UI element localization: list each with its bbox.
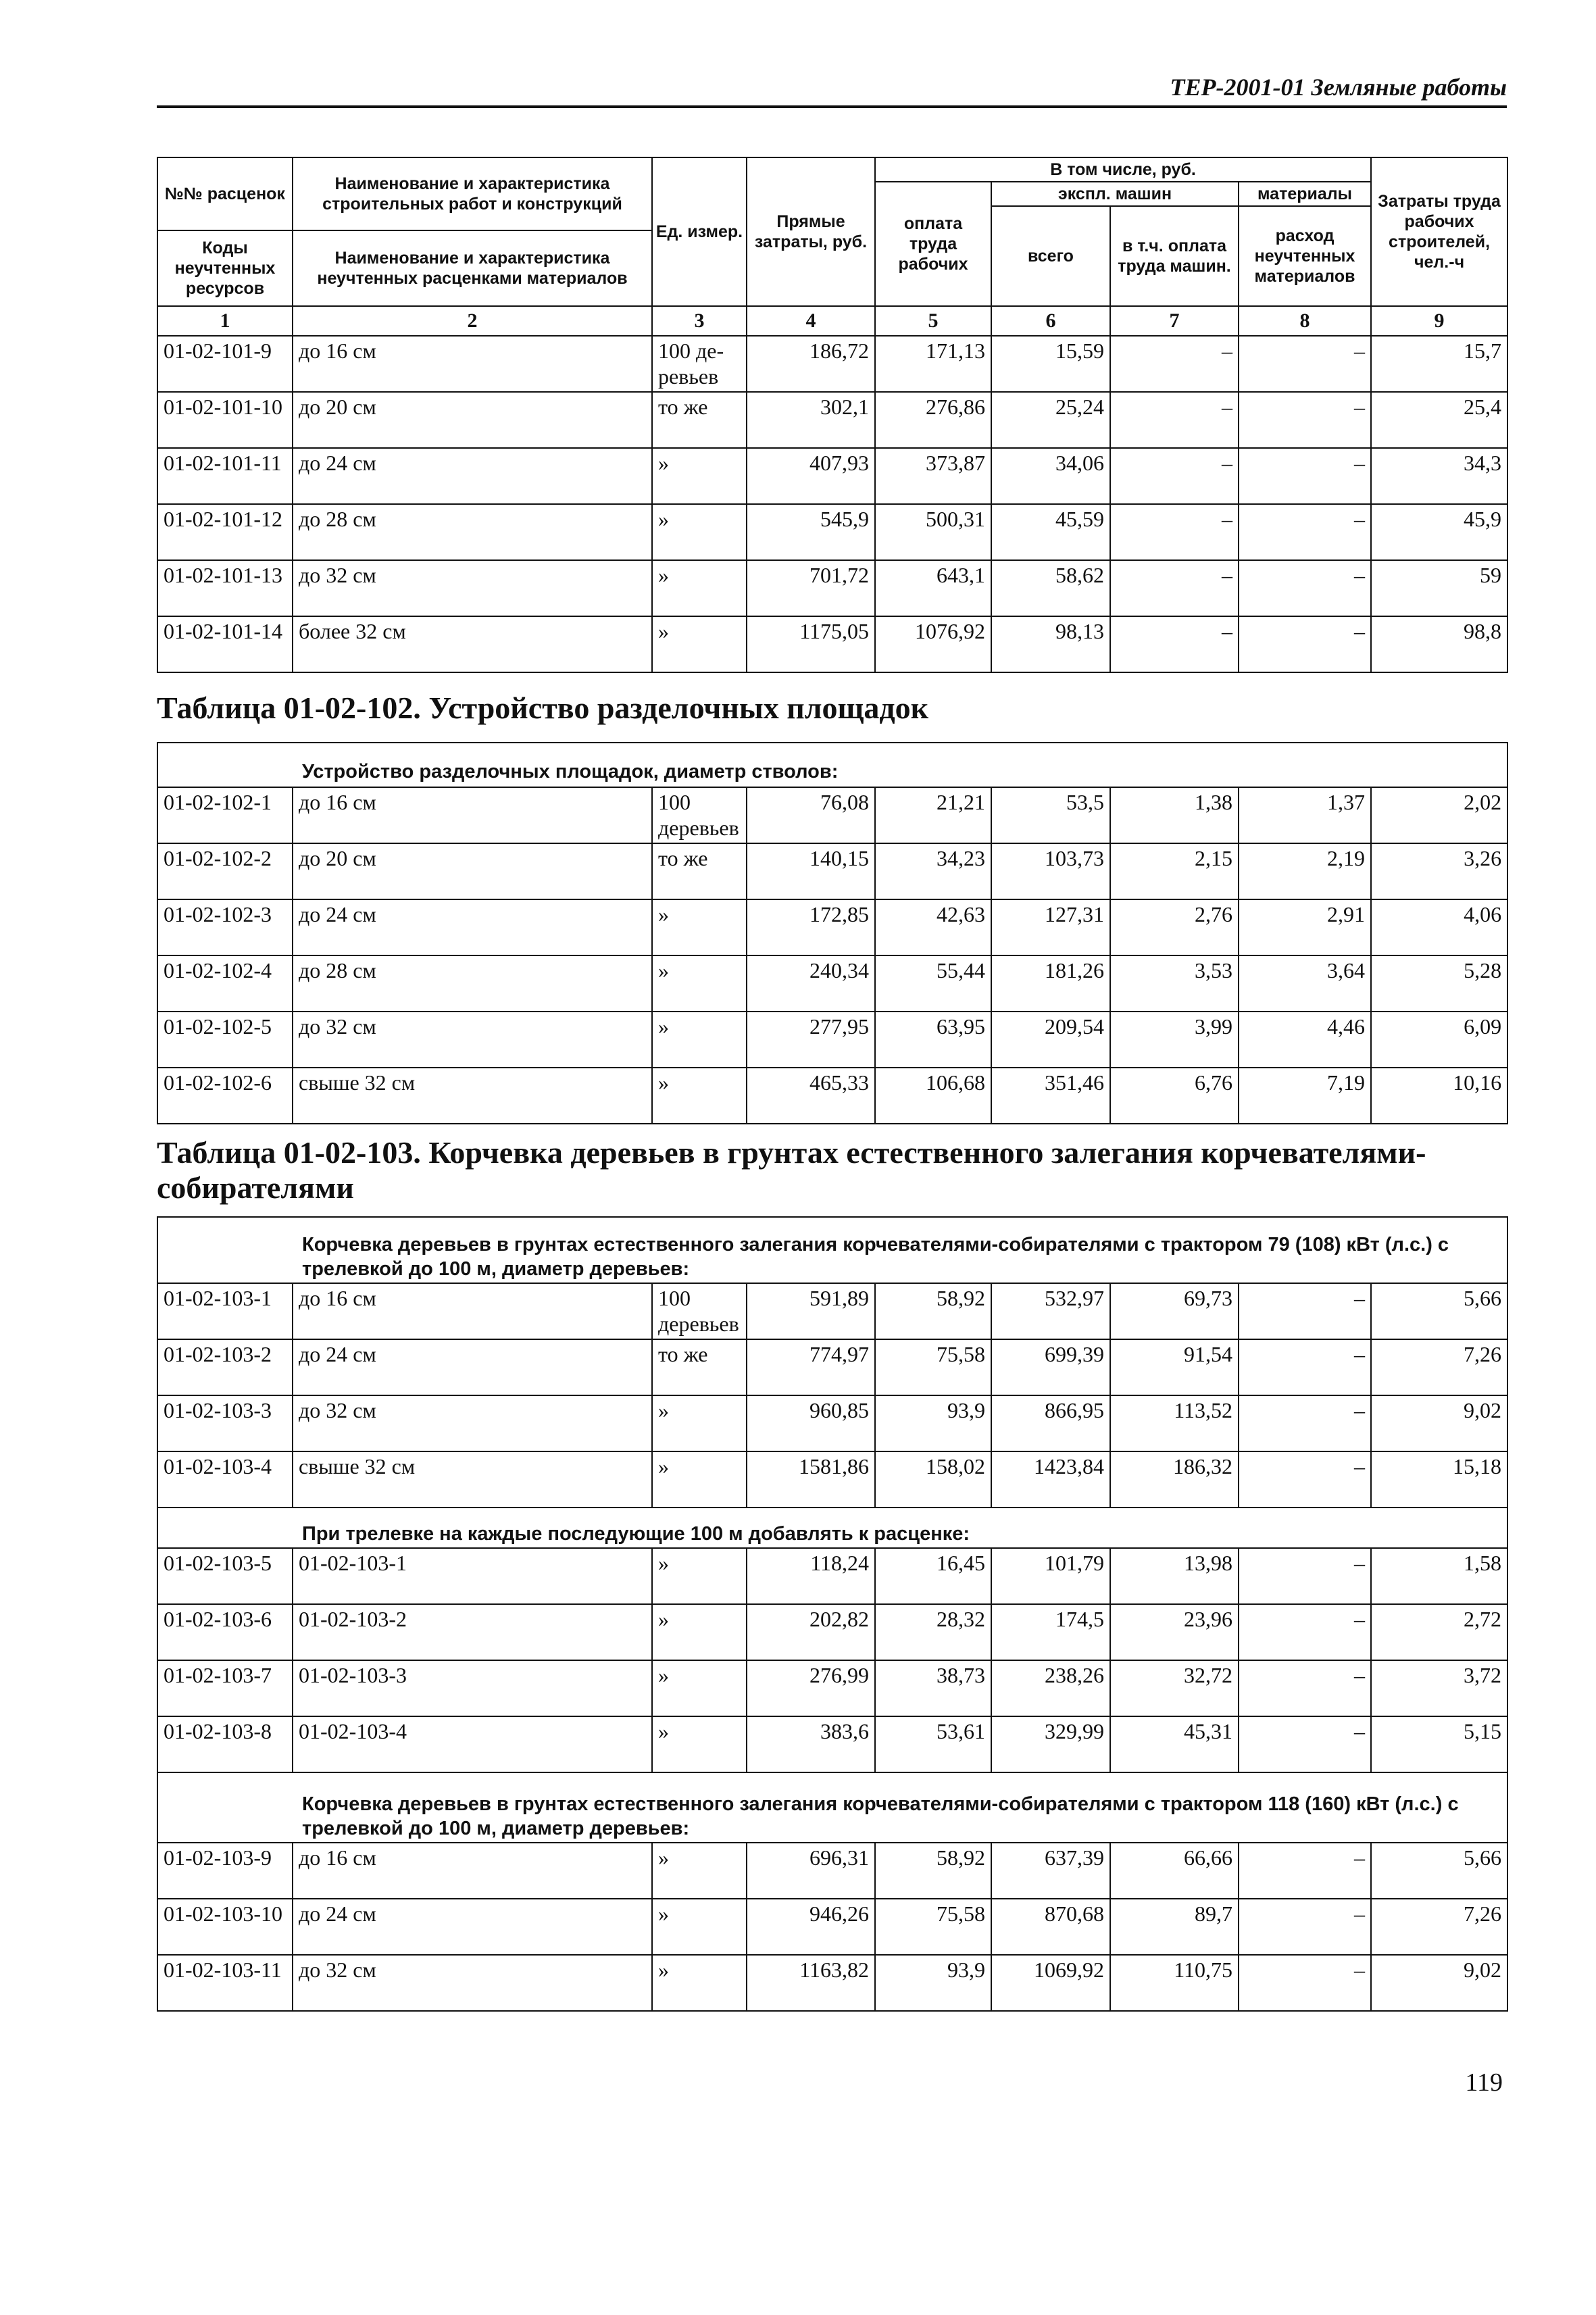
labor-hours: 3,26	[1371, 843, 1507, 899]
machine-labor-cost: 110,75	[1110, 1955, 1239, 2011]
direct-cost: 465,33	[747, 1068, 875, 1124]
labor-hours: 7,26	[1371, 1339, 1507, 1395]
work-name: до 24 см	[293, 448, 652, 504]
table-row	[157, 1068, 1507, 1124]
machine-cost: 101,79	[991, 1548, 1110, 1604]
machine-labor-cost: –	[1110, 336, 1239, 392]
labor-hours: 25,4	[1371, 392, 1507, 448]
machine-labor-cost: 45,31	[1110, 1716, 1239, 1772]
machine-cost: 329,99	[991, 1716, 1110, 1772]
machine-cost: 866,95	[991, 1395, 1110, 1451]
materials-cost: –	[1239, 1339, 1371, 1395]
labor-hours: 3,72	[1371, 1660, 1507, 1716]
header-resource-codes: Коды неучтенных ресурсов	[157, 230, 293, 306]
machine-cost: 209,54	[991, 1012, 1110, 1068]
work-name: до 20 см	[293, 843, 652, 899]
labor-cost: 643,1	[875, 560, 991, 616]
table-row	[157, 1955, 1507, 2011]
table-row	[157, 616, 1507, 672]
materials-cost: 1,37	[1239, 787, 1371, 843]
column-number: 5	[875, 306, 991, 336]
rate-code: 01-02-102-2	[157, 843, 293, 899]
materials-cost: –	[1239, 616, 1371, 672]
labor-hours: 98,8	[1371, 616, 1507, 672]
table-row	[157, 1339, 1507, 1395]
unit: »	[652, 1451, 747, 1508]
labor-hours: 2,02	[1371, 787, 1507, 843]
unit: 100 де-ревьев	[652, 336, 747, 392]
header-name: Наименование и характеристика строительных работ и конструкций	[293, 157, 652, 230]
machine-labor-cost: 23,96	[1110, 1604, 1239, 1660]
table-row	[157, 1843, 1507, 1899]
rate-code: 01-02-102-5	[157, 1012, 293, 1068]
machine-cost: 174,5	[991, 1604, 1110, 1660]
rate-code: 01-02-103-4	[157, 1451, 293, 1508]
direct-cost: 118,24	[747, 1548, 875, 1604]
machine-cost: 1069,92	[991, 1955, 1110, 2011]
labor-hours: 5,66	[1371, 1283, 1507, 1339]
direct-cost: 383,6	[747, 1716, 875, 1772]
materials-cost: –	[1239, 504, 1371, 560]
header-mach-labor: в т.ч. оплата труда машин.	[1110, 206, 1239, 306]
direct-cost: 1581,86	[747, 1451, 875, 1508]
column-number: 7	[1110, 306, 1239, 336]
unit: »	[652, 1068, 747, 1124]
materials-cost: –	[1239, 1451, 1371, 1508]
direct-cost: 545,9	[747, 504, 875, 560]
machine-labor-cost: 1,38	[1110, 787, 1239, 843]
work-name: до 16 см	[293, 787, 652, 843]
header-direct: Прямые затраты, руб.	[747, 157, 875, 306]
work-name: до 24 см	[293, 1339, 652, 1395]
materials-cost: –	[1239, 1395, 1371, 1451]
materials-cost: 4,46	[1239, 1012, 1371, 1068]
machine-labor-cost: 91,54	[1110, 1339, 1239, 1395]
labor-hours: 6,09	[1371, 1012, 1507, 1068]
rate-code: 01-02-102-6	[157, 1068, 293, 1124]
machine-cost: 238,26	[991, 1660, 1110, 1716]
labor-hours: 34,3	[1371, 448, 1507, 504]
header-including: В том числе, руб.	[875, 157, 1371, 182]
section-label: При трелевке на каждые последующие 100 м добавлять к расценке:	[293, 1508, 1507, 1548]
column-number: 2	[293, 306, 652, 336]
table-row	[157, 843, 1507, 899]
rate-code: 01-02-101-12	[157, 504, 293, 560]
labor-hours: 5,66	[1371, 1843, 1507, 1899]
labor-cost: 106,68	[875, 1068, 991, 1124]
unit: »	[652, 504, 747, 560]
direct-cost: 277,95	[747, 1012, 875, 1068]
work-name: более 32 см	[293, 616, 652, 672]
direct-cost: 591,89	[747, 1283, 875, 1339]
rate-code: 01-02-102-3	[157, 899, 293, 955]
materials-cost: –	[1239, 1604, 1371, 1660]
rate-code: 01-02-103-1	[157, 1283, 293, 1339]
work-name: до 32 см	[293, 1395, 652, 1451]
table-01-02-103	[157, 1216, 1508, 2012]
unit: »	[652, 1660, 747, 1716]
unit: »	[652, 1899, 747, 1955]
machine-labor-cost: –	[1110, 504, 1239, 560]
table-01-02-101	[157, 157, 1508, 673]
machine-cost: 15,59	[991, 336, 1110, 392]
direct-cost: 1163,82	[747, 1955, 875, 2011]
work-name: до 16 см	[293, 336, 652, 392]
table-row	[157, 1451, 1507, 1508]
labor-cost: 16,45	[875, 1548, 991, 1604]
unit: »	[652, 899, 747, 955]
labor-cost: 21,21	[875, 787, 991, 843]
machine-cost: 351,46	[991, 1068, 1110, 1124]
rate-code: 01-02-103-3	[157, 1395, 293, 1451]
materials-cost: –	[1239, 560, 1371, 616]
work-name: до 32 см	[293, 560, 652, 616]
labor-hours: 2,72	[1371, 1604, 1507, 1660]
labor-cost: 276,86	[875, 392, 991, 448]
header-mach-total: всего	[991, 206, 1110, 306]
rate-code: 01-02-103-7	[157, 1660, 293, 1716]
materials-cost: –	[1239, 1955, 1371, 2011]
table-row	[157, 1012, 1507, 1068]
labor-cost: 171,13	[875, 336, 991, 392]
machine-cost: 34,06	[991, 448, 1110, 504]
direct-cost: 946,26	[747, 1899, 875, 1955]
unit: 100 деревьев	[652, 1283, 747, 1339]
labor-cost: 93,9	[875, 1955, 991, 2011]
column-number: 1	[157, 306, 293, 336]
machine-labor-cost: 186,32	[1110, 1451, 1239, 1508]
rate-code: 01-02-102-4	[157, 955, 293, 1012]
table-row	[157, 336, 1507, 392]
direct-cost: 76,08	[747, 787, 875, 843]
machine-labor-cost: 32,72	[1110, 1660, 1239, 1716]
machine-cost: 103,73	[991, 843, 1110, 899]
unit: 100 деревьев	[652, 787, 747, 843]
unit: »	[652, 616, 747, 672]
work-name: до 16 см	[293, 1283, 652, 1339]
labor-cost: 500,31	[875, 504, 991, 560]
section-label: Устройство разделочных площадок, диаметр стволов:	[293, 743, 1507, 787]
labor-cost: 93,9	[875, 1395, 991, 1451]
rate-code: 01-02-103-11	[157, 1955, 293, 2011]
materials-cost: –	[1239, 1899, 1371, 1955]
machine-cost: 181,26	[991, 955, 1110, 1012]
unit: то же	[652, 843, 747, 899]
rate-code: 01-02-101-14	[157, 616, 293, 672]
materials-cost: –	[1239, 392, 1371, 448]
rate-code: 01-02-101-10	[157, 392, 293, 448]
table-row	[157, 1604, 1507, 1660]
section-row	[157, 1217, 1507, 1283]
header-rule	[157, 105, 1507, 108]
running-head: ТЕР-2001-01 Земляные работы	[1170, 74, 1507, 101]
work-name: свыше 32 см	[293, 1068, 652, 1124]
materials-cost: –	[1239, 1283, 1371, 1339]
machine-cost: 637,39	[991, 1843, 1110, 1899]
work-name: до 24 см	[293, 899, 652, 955]
table-01-02-102	[157, 742, 1508, 1124]
labor-hours: 10,16	[1371, 1068, 1507, 1124]
labor-cost: 55,44	[875, 955, 991, 1012]
materials-cost: –	[1239, 1716, 1371, 1772]
unit: »	[652, 955, 747, 1012]
header-labor: оплата труда рабочих	[875, 182, 991, 306]
work-name: до 28 см	[293, 955, 652, 1012]
page-number: 119	[1465, 2068, 1503, 2097]
work-name: 01-02-103-4	[293, 1716, 652, 1772]
direct-cost: 696,31	[747, 1843, 875, 1899]
machine-labor-cost: 66,66	[1110, 1843, 1239, 1899]
machine-labor-cost: 2,15	[1110, 843, 1239, 899]
work-name: до 32 см	[293, 1012, 652, 1068]
labor-hours: 7,26	[1371, 1899, 1507, 1955]
work-name: до 32 см	[293, 1955, 652, 2011]
work-name: 01-02-103-3	[293, 1660, 652, 1716]
table-row	[157, 787, 1507, 843]
machine-cost: 127,31	[991, 899, 1110, 955]
section-label: Корчевка деревьев в грунтах естественного залегания корчевателями-собирателями с трактором 79 (108) кВт (л.с.) с трелевкой до 100 м, диаметр деревьев:	[293, 1217, 1507, 1283]
rate-code: 01-02-101-9	[157, 336, 293, 392]
rate-code: 01-02-103-9	[157, 1843, 293, 1899]
materials-cost: 7,19	[1239, 1068, 1371, 1124]
machine-cost: 870,68	[991, 1899, 1110, 1955]
labor-hours: 4,06	[1371, 899, 1507, 955]
header-code: №№ расценок	[157, 157, 293, 230]
table-row	[157, 1283, 1507, 1339]
table-row	[157, 899, 1507, 955]
direct-cost: 240,34	[747, 955, 875, 1012]
unit: »	[652, 448, 747, 504]
machine-cost: 1423,84	[991, 1451, 1110, 1508]
machine-labor-cost: 69,73	[1110, 1283, 1239, 1339]
labor-hours: 9,02	[1371, 1395, 1507, 1451]
rate-code: 01-02-103-2	[157, 1339, 293, 1395]
labor-cost: 28,32	[875, 1604, 991, 1660]
labor-cost: 42,63	[875, 899, 991, 955]
unit: »	[652, 1012, 747, 1068]
direct-cost: 774,97	[747, 1339, 875, 1395]
machine-cost: 699,39	[991, 1339, 1110, 1395]
unit: »	[652, 560, 747, 616]
section-label: Корчевка деревьев в грунтах естественного залегания корчевателями-собирателями с трактором 118 (160) кВт (л.с.) с трелевкой до 100 м, диаметр деревьев:	[293, 1772, 1507, 1843]
machine-labor-cost: 6,76	[1110, 1068, 1239, 1124]
machine-labor-cost: 2,76	[1110, 899, 1239, 955]
direct-cost: 202,82	[747, 1604, 875, 1660]
table-row	[157, 504, 1507, 560]
rate-code: 01-02-103-5	[157, 1548, 293, 1604]
table-title-01-02-103: Таблица 01-02-103. Корчевка деревьев в грунтах естественного залегания корчевателями-собирателями	[157, 1135, 1426, 1205]
table-row	[157, 560, 1507, 616]
header-mat-usage: расход неучтенных материалов	[1239, 206, 1371, 306]
machine-cost: 58,62	[991, 560, 1110, 616]
table-row	[157, 448, 1507, 504]
column-number: 3	[652, 306, 747, 336]
machine-labor-cost: –	[1110, 392, 1239, 448]
direct-cost: 960,85	[747, 1395, 875, 1451]
materials-cost: –	[1239, 1660, 1371, 1716]
machine-labor-cost: 89,7	[1110, 1899, 1239, 1955]
labor-hours: 5,28	[1371, 955, 1507, 1012]
labor-hours: 59	[1371, 560, 1507, 616]
direct-cost: 186,72	[747, 336, 875, 392]
column-number: 9	[1371, 306, 1507, 336]
direct-cost: 140,15	[747, 843, 875, 899]
labor-cost: 63,95	[875, 1012, 991, 1068]
work-name: 01-02-103-1	[293, 1548, 652, 1604]
direct-cost: 407,93	[747, 448, 875, 504]
materials-cost: 3,64	[1239, 955, 1371, 1012]
rate-code: 01-02-101-13	[157, 560, 293, 616]
labor-cost: 373,87	[875, 448, 991, 504]
labor-cost: 58,92	[875, 1283, 991, 1339]
materials-cost: 2,91	[1239, 899, 1371, 955]
rate-code: 01-02-103-6	[157, 1604, 293, 1660]
direct-cost: 701,72	[747, 560, 875, 616]
direct-cost: 276,99	[747, 1660, 875, 1716]
work-name: до 28 см	[293, 504, 652, 560]
rate-code: 01-02-103-8	[157, 1716, 293, 1772]
unit: то же	[652, 1339, 747, 1395]
table-title-01-02-102: Таблица 01-02-102. Устройство разделочных площадок	[157, 691, 929, 725]
work-name: 01-02-103-2	[293, 1604, 652, 1660]
unit: »	[652, 1716, 747, 1772]
labor-hours: 1,58	[1371, 1548, 1507, 1604]
materials-cost: 2,19	[1239, 843, 1371, 899]
unit: »	[652, 1604, 747, 1660]
table-row	[157, 1716, 1507, 1772]
column-number: 4	[747, 306, 875, 336]
table-row	[157, 1395, 1507, 1451]
labor-cost: 34,23	[875, 843, 991, 899]
direct-cost: 302,1	[747, 392, 875, 448]
machine-labor-cost: 13,98	[1110, 1548, 1239, 1604]
unit: »	[652, 1548, 747, 1604]
labor-cost: 1076,92	[875, 616, 991, 672]
table-row	[157, 1899, 1507, 1955]
work-name: до 20 см	[293, 392, 652, 448]
labor-cost: 75,58	[875, 1899, 991, 1955]
column-number: 8	[1239, 306, 1371, 336]
work-name: до 24 см	[293, 1899, 652, 1955]
section-row	[157, 1508, 1507, 1548]
machine-cost: 98,13	[991, 616, 1110, 672]
work-name: свыше 32 см	[293, 1451, 652, 1508]
rate-code: 01-02-102-1	[157, 787, 293, 843]
labor-hours: 45,9	[1371, 504, 1507, 560]
labor-hours: 15,18	[1371, 1451, 1507, 1508]
labor-hours: 15,7	[1371, 336, 1507, 392]
unit: то же	[652, 392, 747, 448]
unit: »	[652, 1955, 747, 2011]
machine-labor-cost: 3,99	[1110, 1012, 1239, 1068]
rate-code: 01-02-103-10	[157, 1899, 293, 1955]
materials-cost: –	[1239, 336, 1371, 392]
labor-cost: 38,73	[875, 1660, 991, 1716]
materials-cost: –	[1239, 1843, 1371, 1899]
machine-labor-cost: –	[1110, 560, 1239, 616]
work-name: до 16 см	[293, 1843, 652, 1899]
labor-cost: 158,02	[875, 1451, 991, 1508]
materials-cost: –	[1239, 1548, 1371, 1604]
machine-labor-cost: –	[1110, 616, 1239, 672]
materials-cost: –	[1239, 448, 1371, 504]
header-labor-hours: Затраты труда рабочих строителей, чел.-ч	[1371, 157, 1507, 306]
direct-cost: 1175,05	[747, 616, 875, 672]
labor-cost: 53,61	[875, 1716, 991, 1772]
header-materials: материалы	[1239, 182, 1371, 206]
table-row	[157, 392, 1507, 448]
table-row	[157, 1548, 1507, 1604]
labor-hours: 9,02	[1371, 1955, 1507, 2011]
machine-cost: 45,59	[991, 504, 1110, 560]
column-number: 6	[991, 306, 1110, 336]
labor-hours: 5,15	[1371, 1716, 1507, 1772]
header-unit: Ед. измер.	[652, 157, 747, 306]
machine-cost: 532,97	[991, 1283, 1110, 1339]
header-materials-name: Наименование и характеристика неучтенных расценками материалов	[293, 230, 652, 306]
header-machines: экспл. машин	[991, 182, 1239, 206]
table-row	[157, 1660, 1507, 1716]
machine-labor-cost: 3,53	[1110, 955, 1239, 1012]
labor-cost: 75,58	[875, 1339, 991, 1395]
machine-cost: 25,24	[991, 392, 1110, 448]
labor-cost: 58,92	[875, 1843, 991, 1899]
unit: »	[652, 1843, 747, 1899]
section-row	[157, 1772, 1507, 1843]
machine-labor-cost: –	[1110, 448, 1239, 504]
table-row	[157, 955, 1507, 1012]
rate-code: 01-02-101-11	[157, 448, 293, 504]
unit: »	[652, 1395, 747, 1451]
direct-cost: 172,85	[747, 899, 875, 955]
machine-cost: 53,5	[991, 787, 1110, 843]
machine-labor-cost: 113,52	[1110, 1395, 1239, 1451]
